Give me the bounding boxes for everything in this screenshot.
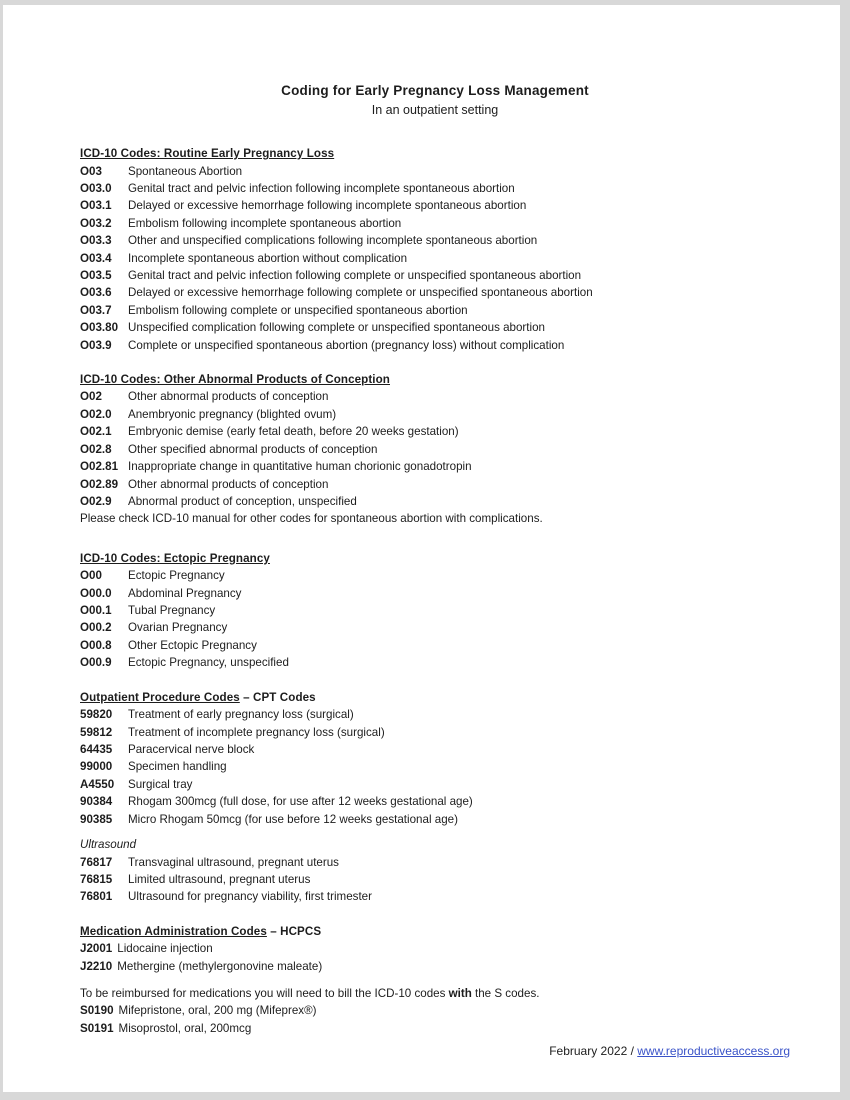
code-row — [80, 1020, 790, 1037]
code-value: O03.5 — [80, 268, 112, 282]
code-value: O02.81 — [80, 460, 119, 474]
code-value: 90384 — [80, 795, 113, 809]
code-value: 76815 — [80, 872, 113, 886]
code-row — [80, 458, 790, 475]
code-description: Mifepristone, oral, 200 mg (Mifeprex®) — [118, 1004, 317, 1018]
code-row — [80, 302, 790, 319]
code-description: Anembryonic pregnancy (blighted ovum) — [128, 407, 337, 421]
code-value: O00.8 — [80, 638, 112, 652]
section-medication-administration-codes — [80, 923, 790, 975]
code-row — [80, 654, 790, 671]
code-description: Incomplete spontaneous abortion without complication — [128, 251, 408, 265]
code-value: 59812 — [80, 725, 113, 739]
code-row — [80, 567, 790, 584]
page-subtitle: In an outpatient setting — [371, 103, 499, 117]
code-description: Ultrasound for pregnancy viability, first trimester — [128, 890, 372, 904]
code-row — [80, 441, 790, 458]
code-row — [80, 406, 790, 423]
subsection-ultrasound — [80, 836, 790, 906]
code-value: A4550 — [80, 777, 115, 791]
section-heading: Medication Administration Codes – HCPCS — [80, 924, 322, 938]
code-row — [80, 724, 790, 741]
section-outpatient-procedure-codes — [80, 689, 790, 828]
code-description: Genital tract and pelvic infection following complete or unspecified spontaneous abortion — [128, 268, 582, 282]
code-description: Tubal Pregnancy — [128, 604, 216, 618]
code-list — [80, 567, 790, 671]
code-value: O02.1 — [80, 425, 112, 439]
code-description: Delayed or excessive hemorrhage following incomplete spontaneous abortion — [128, 199, 527, 213]
section-other-abnormal-products — [80, 371, 790, 528]
ultrasound-label: Ultrasound — [80, 838, 137, 851]
code-row — [80, 267, 790, 284]
code-value: 59820 — [80, 708, 113, 722]
code-description: Lidocaine injection — [117, 942, 213, 956]
code-description: Treatment of incomplete pregnancy loss (surgical) — [128, 725, 385, 739]
code-value: O00.0 — [80, 586, 112, 600]
code-row — [80, 871, 790, 888]
code-description: Ectopic Pregnancy — [128, 569, 225, 583]
code-value: 76801 — [80, 890, 113, 904]
code-description: Abnormal product of conception, unspecified — [128, 494, 357, 508]
footer-date: February 2022 / — [549, 1044, 638, 1059]
code-value: 99000 — [80, 760, 113, 774]
code-row — [80, 1002, 790, 1019]
code-row — [80, 758, 790, 775]
code-description: Delayed or excessive hemorrhage following complete or unspecified spontaneous abortion — [128, 286, 593, 300]
code-row — [80, 180, 790, 197]
section-heading: ICD-10 Codes: Ectopic Pregnancy — [80, 551, 270, 565]
code-description: Unspecified complication following complete or unspecified spontaneous abortion — [128, 321, 545, 335]
code-description: Other Ectopic Pregnancy — [128, 638, 257, 652]
code-value: O02.9 — [80, 494, 112, 508]
code-value: S0190 — [80, 1004, 114, 1018]
code-list — [80, 388, 790, 510]
section-note: Please check ICD-10 manual for other codes for spontaneous abortion with complications. — [80, 512, 543, 526]
code-value: O00.1 — [80, 604, 112, 618]
code-description: Rhogam 300mcg (full dose, for use after 12 weeks gestational age) — [128, 795, 473, 809]
code-value: O03.9 — [80, 338, 112, 352]
code-description: Ovarian Pregnancy — [128, 621, 228, 635]
page-title: Coding for Early Pregnancy Loss Management — [281, 83, 589, 98]
code-description: Limited ultrasound, pregnant uterus — [128, 872, 311, 886]
code-row — [80, 706, 790, 723]
code-value: O00 — [80, 569, 102, 583]
code-description: Other specified abnormal products of conception — [128, 442, 378, 456]
footer-link[interactable]: www.reproductiveaccess.org — [637, 1044, 790, 1059]
code-description: Abdominal Pregnancy — [128, 586, 242, 600]
code-row — [80, 163, 790, 180]
code-description: Other abnormal products of conception — [128, 477, 329, 491]
code-description: Embolism following complete or unspecified spontaneous abortion — [128, 303, 468, 317]
code-value: J2210 — [80, 959, 113, 973]
code-description: Surgical tray — [128, 777, 193, 791]
code-description: Transvaginal ultrasound, pregnant uterus — [128, 855, 339, 869]
code-row — [80, 423, 790, 440]
code-row — [80, 958, 790, 975]
code-value: O02 — [80, 390, 102, 404]
code-value: O03.7 — [80, 303, 112, 317]
code-value: O02.0 — [80, 407, 112, 421]
code-row — [80, 602, 790, 619]
code-description: Complete or unspecified spontaneous abortion (pregnancy loss) without complication — [128, 338, 565, 352]
code-value: O03.2 — [80, 216, 112, 230]
page-footer — [80, 1043, 790, 1059]
code-row — [80, 197, 790, 214]
code-list — [80, 940, 790, 975]
code-value: O02.8 — [80, 442, 112, 456]
code-row — [80, 388, 790, 405]
code-row — [80, 232, 790, 249]
code-description: Spontaneous Abortion — [128, 164, 243, 178]
code-row — [80, 741, 790, 758]
code-value: O00.2 — [80, 621, 112, 635]
section-heading: Outpatient Procedure Codes – CPT Codes — [80, 690, 316, 704]
code-description: Other and unspecified complications following incomplete spontaneous abortion — [128, 234, 538, 248]
code-value: O02.89 — [80, 477, 119, 491]
code-list — [80, 163, 790, 354]
code-row — [80, 250, 790, 267]
code-row — [80, 284, 790, 301]
code-row — [80, 811, 790, 828]
code-value: O03.3 — [80, 234, 112, 248]
section-heading: ICD-10 Codes: Other Abnormal Products of Conception — [80, 372, 390, 386]
section-ectopic-pregnancy — [80, 550, 790, 672]
s-code-list — [80, 1002, 790, 1037]
code-row — [80, 319, 790, 336]
code-row — [80, 793, 790, 810]
code-row — [80, 493, 790, 510]
code-description: Ectopic Pregnancy, unspecified — [128, 656, 289, 670]
code-value: 64435 — [80, 742, 113, 756]
code-list — [80, 854, 790, 906]
section-routine-early-pregnancy-loss — [80, 145, 790, 354]
code-row — [80, 337, 790, 354]
code-row — [80, 940, 790, 957]
code-description: Other abnormal products of conception — [128, 390, 329, 404]
code-description: Treatment of early pregnancy loss (surgical) — [128, 708, 354, 722]
code-description: Embolism following incomplete spontaneous abortion — [128, 216, 402, 230]
code-row — [80, 476, 790, 493]
code-value: O03.0 — [80, 181, 112, 195]
code-description: Embryonic demise (early fetal death, before 20 weeks gestation) — [128, 425, 459, 439]
code-value: 90385 — [80, 812, 113, 826]
code-row — [80, 776, 790, 793]
code-description: Specimen handling — [128, 760, 227, 774]
code-value: O03 — [80, 164, 102, 178]
code-value: O03.4 — [80, 251, 112, 265]
code-description: Micro Rhogam 50mcg (for use before 12 weeks gestational age) — [128, 812, 458, 826]
code-row — [80, 619, 790, 636]
code-description: Paracervical nerve block — [128, 742, 255, 756]
code-value: O03.1 — [80, 199, 112, 213]
code-row — [80, 215, 790, 232]
code-description: Genital tract and pelvic infection following incomplete spontaneous abortion — [128, 181, 515, 195]
code-list — [80, 706, 790, 828]
code-value: O03.6 — [80, 286, 112, 300]
code-row — [80, 888, 790, 905]
code-value: J2001 — [80, 942, 113, 956]
code-value: 76817 — [80, 855, 113, 869]
reimbursement-note: To be reimbursed for medications you will need to bill the ICD-10 codes with the S codes. — [80, 987, 540, 1001]
code-value: O00.9 — [80, 656, 112, 670]
code-row — [80, 854, 790, 871]
code-row — [80, 637, 790, 654]
code-description: Misoprostol, oral, 200mcg — [118, 1021, 252, 1035]
code-description: Inappropriate change in quantitative human chorionic gonadotropin — [128, 460, 472, 474]
code-value: O03.80 — [80, 321, 119, 335]
code-value: S0191 — [80, 1021, 114, 1035]
code-row — [80, 585, 790, 602]
code-description: Methergine (methylergonovine maleate) — [117, 959, 323, 973]
document-page — [3, 5, 840, 1092]
section-heading: ICD-10 Codes: Routine Early Pregnancy Loss — [80, 147, 335, 160]
